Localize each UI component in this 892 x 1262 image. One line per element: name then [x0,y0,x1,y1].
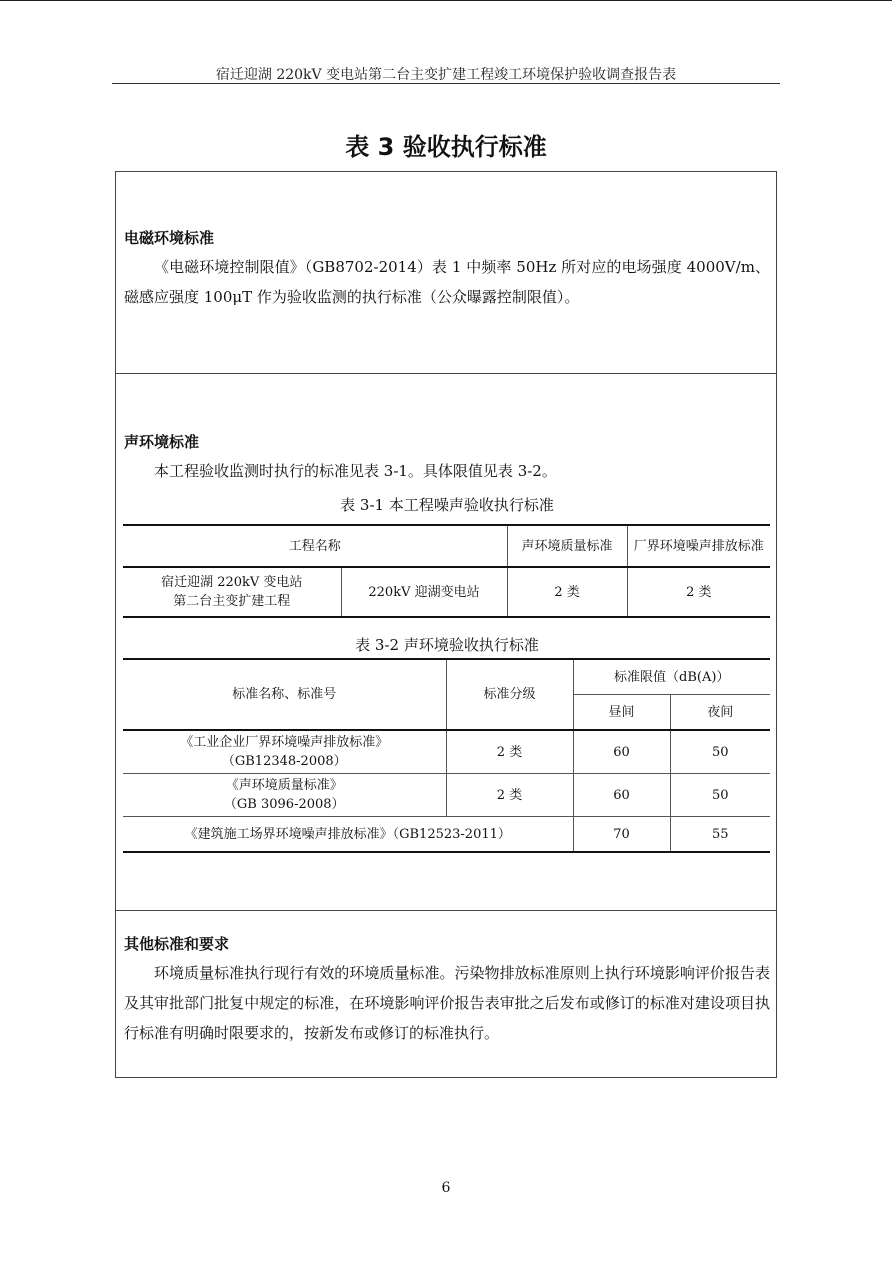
project-name-line2: 第二台主变扩建工程 [173,594,291,609]
table-3-1-header-row [123,525,770,567]
other-section-heading: 其他标准和要求 [124,935,230,953]
header-rule [112,83,780,84]
other-section-body: 环境质量标准执行现行有效的环境质量标准。污染物排放标准原则上执行环境影响评价报告表及其审批部门批复中规定的标准，在环境影响评价报告表审批之后发布或修订的标准对建设项目执行标准有明确时限要求的，按新发布或修订的标准执行。 [124,964,770,1042]
em-section-heading: 电磁环境标准 [124,229,215,247]
day-limit-cell: 60 [573,774,670,817]
day-limit-cell: 60 [573,730,670,774]
project-name-cell [123,567,341,617]
standard-class-cell: 2 类 [446,730,573,774]
table-row [123,730,770,774]
night-limit-cell: 55 [670,817,770,853]
header-night: 夜间 [670,695,770,731]
page-number: 6 [441,1180,451,1196]
header-standard-limit: 标准限值（dB(A)） [573,659,770,695]
standard-name-line2: （GB 3096-2008） [223,797,345,812]
standard-name-line1: 《工业企业厂界环境噪声排放标准》 [180,735,389,750]
section-divider-1 [115,373,777,374]
standard-name-line1: 《声环境质量标准》 [225,778,343,793]
top-border-line [0,0,892,1]
day-limit-cell: 70 [573,817,670,853]
station-cell: 220kV 迎湖变电站 [341,567,507,617]
table-row [123,774,770,817]
night-limit-cell: 50 [670,774,770,817]
header-standard-class: 标准分级 [446,659,573,730]
night-limit-cell: 50 [670,730,770,774]
table-3-1 [123,524,770,618]
running-header: 宿迁迎湖 220kV 变电站第二台主变扩建工程竣工环境保护验收调查报告表 [215,67,677,83]
standard-name-cell: 《建筑施工场界环境噪声排放标准》（GB12523-2011） [184,826,511,842]
header-day: 昼间 [573,695,670,731]
noise-section-body: 本工程验收监测时执行的标准见表 3-1。具体限值见表 3-2。 [154,462,557,480]
boundary-class-cell: 2 类 [627,567,770,617]
table-row [123,567,770,617]
em-section-body: 《电磁环境控制限值》（GB8702-2014）表 1 中频率 50Hz 所对应的电场强度 4000V/m、磁感应强度 100μT 作为验收监测的执行标准（公众曝露控制限值）。 [124,258,770,306]
table-row [123,817,770,853]
quality-class-cell: 2 类 [507,567,627,617]
noise-section-heading: 声环境标准 [124,433,200,451]
table-3-2-header-row-1 [123,659,770,695]
header-project-name: 工程名称 [123,525,507,567]
project-name-line1: 宿迁迎湖 220kV 变电站 [161,575,303,590]
standard-name-line2: （GB12348-2008） [221,754,347,769]
table-3-1-caption: 表 3-1 本工程噪声验收执行标准 [340,496,554,514]
section-divider-2 [115,910,777,911]
header-boundary-standard: 厂界环境噪声排放标准 [627,525,770,567]
page-title: 表 3 验收执行标准 [345,133,547,161]
table-3-2-caption: 表 3-2 声环境验收执行标准 [355,636,539,654]
standard-class-cell: 2 类 [446,774,573,817]
header-quality-standard: 声环境质量标准 [507,525,627,567]
standard-name-cell [123,774,446,817]
standard-name-cell [123,730,446,774]
table-3-2 [123,658,770,853]
header-standard-name: 标准名称、标准号 [123,659,446,730]
